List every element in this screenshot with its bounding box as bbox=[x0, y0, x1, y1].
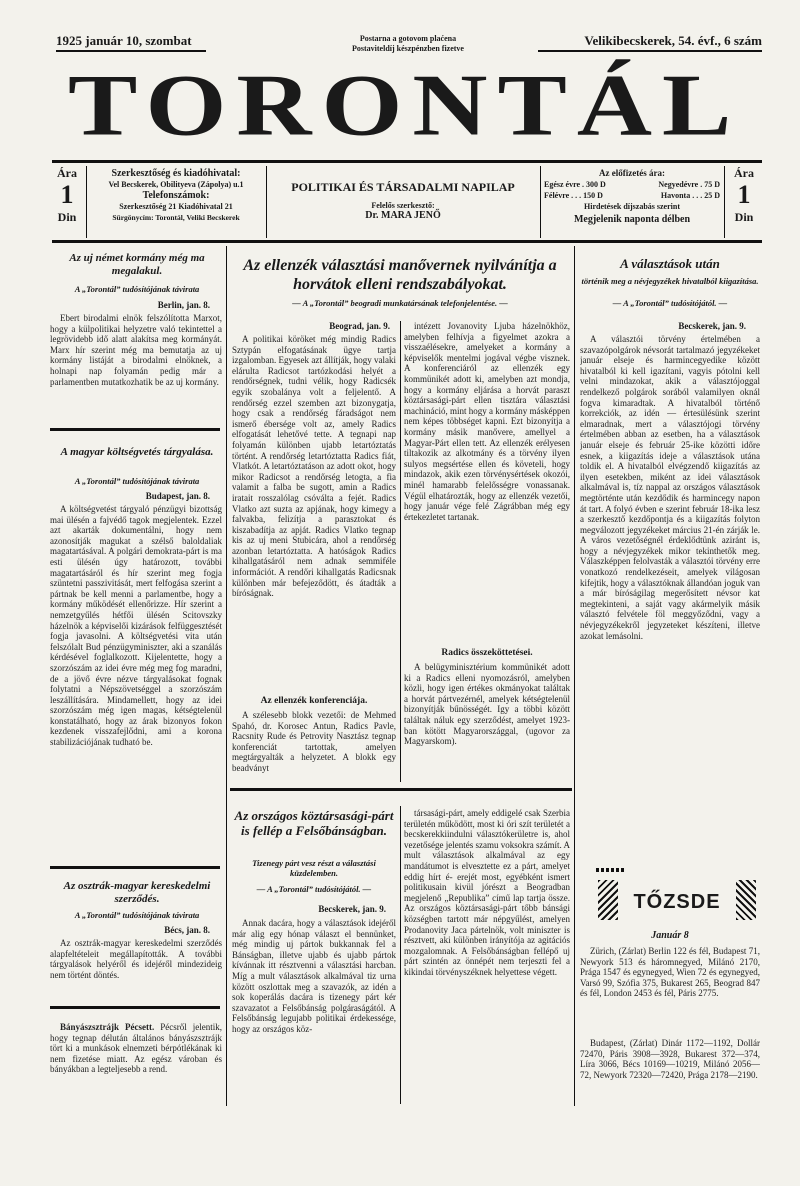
article-dateline: Berlin, jan. 8. bbox=[157, 300, 210, 310]
column-divider bbox=[226, 246, 227, 1106]
article-text: A költségvetést tárgyaló pénzügyi bizottság mai ülésén a fajvédő tagok megjelentek. Ezzel azt akarták dokumentálni, hogy nem azonosítják magukat a szélső baloldaliak magatartásával. A polgári demokrata-párt is ma esti ülésén úgy határozott, további magatartásáról és hír szerint meg fogja szüntetni passzivitását, mert felfogása szerint a pártnak be kell menni a parlamentbe, hogy a kormány működését ellenőrizze. Hír szerint a nemzetgyűlés hétfői ülésén Scitovszky házelnök a képviselői kizárások felfüggesztését fogja javasolni. A költségvetési vita után felszólalt Bud pénzügyminiszter, aki a szanálás kérdésével foglalkozott. Kijelentette, hogy a szorzószám az idei évre még meg fog maradni, de a jövő évre nézve tárgyalásokat fognak folytatni a Népszövetséggel a szorzószám leszállítására. Mindamellett, hogy az idei szorzószám még igen magas, kétségtelenül konstatálható, hogy az árak bizonyos fokon kezdenek visszafejlődni, ami a korona stabilizációjának tudható be. bbox=[50, 504, 222, 748]
ornament bbox=[598, 880, 618, 920]
price-label: Ára bbox=[734, 166, 754, 180]
subheading: Az ellenzék konferenciája. bbox=[260, 696, 368, 706]
article-dateline: Becskerek, jan. 9. bbox=[678, 321, 746, 331]
ads-note: Hirdetések díjszabás szerint bbox=[584, 202, 680, 211]
divider bbox=[86, 166, 87, 238]
sub-quarter: Negyedévre . 75 D bbox=[658, 180, 720, 189]
price-label: Ára bbox=[57, 166, 77, 180]
column-divider bbox=[400, 806, 401, 1104]
article-text: A szélesebb blokk vezetői: de Mehmed Spahó, dr. Korosec Antun, Radics Pavle, Racsnity Rude és Petrovity Nasztász tegnap konferenciát tartottak, amelyen megtárgyalták a helyzetet. A blokk egy beadványt bbox=[232, 710, 396, 773]
article-byline: A „Torontál” tudósítójának távirata bbox=[74, 910, 200, 920]
article-text: Pécsről jelentik, hogy tegnap délután általános bányászsztrájk tört ki a munkások elnemzeti bérpótlékának ki nem fizetése miatt. Az egész vároban és bányákban a legteljesebb a rend. bbox=[50, 1022, 222, 1075]
article-byline: — A „Torontál” tudósítójától. — bbox=[612, 298, 728, 308]
article-text: intézett Jovanovity Ljuba házelnökhöz, amelyben felhívja a figyelmet azokra a visszaélésekre, amelyeket a kormány a képviselők mentelmi jogával végbe visznek. A konferenciáról az ellenzék egy kommünikét adott ki, amelyben azt mondja, hogy a kormány eljárása a horvát paraszt köztársasági-párt ellen tisztára választási machináció, mint hogy a kormány másképpen nem képes többséget kapni. Ezt bizonyítja a kormány másik manővere, amellyel a Magyar-Párt ellen tett. Az ellenzék erélyesen tiltakozik az alkotmány és a törvény ilyen sulyos megsértése ellen és követeli, hogy mindazok, akik ezen törvénysértések okozói, minél hamarabb felelősségre vonassanak. Végül elhatározták, hogy az ellenzék vezetői, hogy január vége felé Zágrábban még egy értekezletet tartanak. bbox=[404, 321, 570, 522]
top-rule-right bbox=[538, 50, 762, 52]
masthead-bottom-rule bbox=[52, 240, 762, 243]
top-rule-left bbox=[56, 50, 206, 52]
article-text: A belügyminisztérium kommünikét adott ki a Radics elleni nyomozásról, amelyben közli, hogy igen értékes okmányokat találtak a horvát pártvezérnél, amelyek kétségtelenül bizonyítják bűnösségét. Igy a többi között találtak náluk egy szerződést, amelyet 1923-ban kötött Magyarországgal, (ugovor za Magyarskom). bbox=[404, 662, 570, 747]
article-text: Annak dacára, hogy a választások idejéről már alig egy hónap választ el bennünket, még mindig uj pártok bukkannak fel a Bánságban, illetve ujabb és ujabb pártok kívánnak itt résztvenni a választási harcban. Míg a mult választások alkalmával tiz urna között oszlottak meg a szavazók, az idén a sok koperálás dacára is tizenegy párt kér szavazatot a Felsőbánság polgáraságától. A Felsőbánság legujabb politikai érdekessége, hogy az országos köz- bbox=[232, 918, 396, 1034]
article-headline: Az osztrák-magyar kereskedelmi szerződés. bbox=[63, 880, 211, 905]
article-body bbox=[404, 321, 570, 643]
sub-month: Havonta . . . 25 D bbox=[660, 191, 720, 200]
article-dateline: Budapest, jan. 8. bbox=[145, 491, 210, 501]
price-unit: Din bbox=[734, 210, 754, 224]
article-text: A politikai köröket még mindig Radics Sztypán elfogatásának ügye tartja izgalomban. Egyesek azt állítják, hogy valaki elárulta Radicsot tartózkodási helyét a rendőrségnek, tudni vélik, hogy Radicsék egyik szobalánya volt a feljelentő. A rendőrség ezzel szemben azt bizonygatja, hogy csak a rendőrség fáradságot nem ismerő ébersége volt az, amely Radics elfogatását lehetővé tette. A tegnapi nap folyamán különben ujabb letartóztatás történt. A rendőrség letartóztatta Radics fiát, Vlatkót. A letartóztatáson az adott okot, hogy mikor Radicsot a rendőrség letogta, a fia valamit a falba be sugott, amin a Radics iratait rosszalólag csóválta a fejét. Radics Vlatko azt suzta az apjának, hogy kimegy a falvakba, felizítja a parasztokat és kiszabadítja az apját. Radics Vlatko tegnap kis az uj meni Stubicára, ahol a rendőrség azonban letartóztatta. A hatóságok Radics kihallgatásáról nem adnak semmiféle információt. A rendőri kihallgatás Radicsnak különben már befejeződött, és átadták a bíróságnak. bbox=[232, 334, 396, 599]
article-headline: A választások után bbox=[620, 256, 720, 271]
article-body bbox=[232, 710, 396, 782]
article-byline: A „Torontál” tudósítójának távirata bbox=[74, 476, 200, 486]
column-divider bbox=[574, 246, 575, 1106]
telegram-address: Sürgönycím: Torontál, Veliki Becskerek bbox=[112, 213, 240, 222]
price-box-right bbox=[728, 166, 760, 224]
phone-numbers: Szerkesztőség 21 Kiadóhivatal 21 bbox=[119, 202, 233, 211]
article-kicker: Tizenegy párt vesz részt a választási küzdelemben. bbox=[252, 858, 376, 878]
article-separator bbox=[50, 866, 220, 869]
tozsde-title: TŐZSDE bbox=[633, 891, 721, 913]
article-byline: — A „Torontál” tudósítójától. — bbox=[256, 884, 372, 894]
article-body bbox=[232, 918, 396, 1104]
article-body bbox=[404, 662, 570, 782]
article-separator bbox=[230, 788, 572, 791]
article-text: társasági-párt, amely eddigelé csak Szerbia területén működött, most ki óri szít területét a becskerekkiindulni választókerületre is, ahol vezetősége jelentés szamu voksokra számít. A mult választások alkalmával az egy mandátumot is elvesztette ez a párt, amelyet eddig hírt é- erejét most, egyébként ismert politikusain kivül jórészt a Beogradban megjelenő „Republika” című lap tartja össze. Az országos köztársasági-párt tőbb bánsági községben tartott már népgyűlést, amelyen Prodanovity Jaca pártelnök, volt miniszter is résztvett, aki különben irányítója az agitációs mozgalomnak. A Felsőbánságban fellépő uj párt szintén az önnépét nem terjeszti fel a kikindai törvényszéknek helyettese végett. bbox=[404, 808, 570, 977]
subtitle-box bbox=[270, 180, 536, 221]
article-body bbox=[232, 334, 396, 694]
article-body bbox=[50, 313, 222, 421]
stock-quotes-zurich: Zürich, (Zárlat) Berlin 122 és fél, Budapest 71, Newyork 513 és háromnegyed, Milánó 2170, Prága 1547 és egynegyed, Wien 72 és egynegyed, Varsó 99, Szófia 375, Bukarest 265, Beograd 847 és fél, London 2453 és fél, Páris 2775. bbox=[580, 946, 760, 999]
article-body bbox=[50, 1022, 222, 1104]
editorial-address: Vel Becskerek, Obilityeva (Zápolya) u.1 bbox=[108, 180, 244, 189]
divider bbox=[724, 166, 725, 238]
phones-title: Telefonszámok: bbox=[142, 190, 210, 201]
tozsde-date: Január 8 bbox=[651, 930, 689, 941]
article-body bbox=[404, 808, 570, 1104]
editorial-title: Szerkesztőség és kiadóhivatal: bbox=[111, 168, 241, 179]
article-byline: A „Torontál” tudósítójának távirata bbox=[74, 284, 200, 294]
editor-name: Dr. MARA JENŐ bbox=[365, 210, 441, 221]
divider bbox=[266, 166, 267, 238]
ornament bbox=[736, 880, 756, 920]
issue-date: 1925 január 10, szombat bbox=[56, 33, 192, 48]
divider bbox=[540, 166, 541, 238]
article-text: A választói törvény értelmében a szavazópolgárok névsorát tartalmazó jegyzékeket január elseje és harmincegyedike között hivatalból ki kell igazítani, vagyis pótolni kell velni mindazokat, akik a választójoggal rendelkező polgárok sorából valamilyen oknál fogva kimaradtak. A hivatalból történő korrekciók, az idén — értesülésünk szerint elmaradnak, mert a választójogi törvény értelmében abban az esetben, ha a választások január elseje és február 25-ike közötti időre esnek, a kiigazítás ideje a választások utána toldik el. A hivatalból elvégzendő kiigazítás az ilyen esetekben, miként az idei választások alkalmával is, tíz nappal az országos választások megtörténte után kezdődik és harmincegy napon át tart. A folyó évben e szerint február 18-ika lesz a szerkesztő kezdőpontja és a kiigazítás folyton megválozott jegyzékeket március 21-én zárják le. A város vezetőségnél érdeklődtünk aziránt is, hogy a névjegyzékek mikor tekinthetők meg. Válaszképpen felolvasták a választói törvény erre vonatkozó rendelkezéseit, amelyek világosan kifejtik, hogy a választóknak állandóan joguk van a már bíróságilag megerősített névsor kat megtekinteni, a saját vagy akármelyik másik választó felvétele föl meggyőződni, vagy a névjegyzékekről jegyzeteket készíteni, illetve azokat lemásolni. bbox=[580, 334, 760, 641]
subscription-title: Az előfizetés ára: bbox=[599, 168, 665, 178]
stock-quotes bbox=[580, 946, 760, 1034]
article-dateline: Becskerek, jan. 9. bbox=[318, 904, 386, 914]
appears-note: Megjelenik naponta délben bbox=[573, 214, 691, 225]
sub-year: Egész évre . 300 D bbox=[544, 180, 606, 189]
article-headline: A magyar költségvetés tárgyalása. bbox=[60, 446, 214, 458]
article-separator bbox=[50, 1006, 220, 1009]
stock-exchange-title bbox=[596, 890, 758, 914]
article-headline: Az uj német kormány még ma megalakul. bbox=[69, 252, 205, 277]
article-dateline: Beograd, jan. 9. bbox=[329, 321, 390, 331]
article-separator bbox=[50, 428, 220, 431]
paper-subtitle: POLITIKAI ÉS TÁRSADALMI NAPILAP bbox=[291, 180, 515, 194]
column-divider bbox=[400, 321, 401, 782]
article-body bbox=[580, 334, 760, 858]
postal-line-2: Postaviteldíj készpénzben fizetve bbox=[352, 44, 464, 53]
newspaper-title: TORONTÁL bbox=[68, 56, 742, 155]
editorial-office-box bbox=[90, 168, 262, 223]
main-headline: Az ellenzék választási manővernek nyilvánítja a horvátok elleni rendszabályokat. bbox=[243, 257, 557, 293]
masthead-rule bbox=[52, 160, 762, 163]
postal-note bbox=[308, 34, 508, 54]
editor-label: Felelős szerkesztő: bbox=[371, 201, 435, 210]
postal-line-1: Postarna a gotovom plaćena bbox=[359, 34, 457, 43]
price-value: 1 bbox=[60, 180, 74, 209]
subscription-box bbox=[544, 168, 720, 225]
stock-quotes bbox=[580, 1038, 760, 1104]
article-body bbox=[50, 938, 222, 1000]
stock-quotes-budapest: Budapest, (Zárlat) Dinár 1172—1192, Dollár 72470, Páris 3908—3928, Bukarest 372—374, Líra 3066, Bécs 10169—10219, Milánó 2056—72, Newyork 72320—72420, Prága 2178—2190. bbox=[580, 1038, 760, 1080]
edition-info: Velikibecskerek, 54. évf., 6 szám bbox=[584, 33, 762, 48]
price-unit: Din bbox=[57, 210, 77, 224]
price-value: 1 bbox=[737, 180, 751, 209]
subheading: Radics összeköttetései. bbox=[441, 648, 533, 658]
ornament bbox=[596, 868, 626, 872]
article-headline: Az országos köztársasági-párt is fellép a Felsőbánságban. bbox=[234, 808, 394, 838]
article-text: Az osztrák-magyar kereskedelmi szerződés alapfeltételeit megállapították. A további tárgyalások helyéről és idejéről mindezideig nem történt döntés. bbox=[50, 938, 222, 980]
price-box-left bbox=[52, 166, 82, 224]
sub-half: Félévre . . . 150 D bbox=[544, 191, 603, 200]
article-text: Ebert birodalmi elnök felszólította Marxot, hogy a külpolitikai helyzetre való tekintettel a legrövidebb idő alatt alakítsa meg kormányát. Marx hír szerint még ma bemutatja az uj kormány listáját a birodalmi elnöknek, a holnapi nap folyamán pedig már a parlamentben mutatkozhatik be az uj kormány. bbox=[50, 313, 222, 387]
article-kicker: történik meg a névjegyzékek hivatalból kiigazítása. bbox=[581, 276, 759, 286]
article-dateline: Bécs, jan. 8. bbox=[164, 925, 210, 935]
article-body bbox=[50, 504, 222, 862]
article-byline: — A „Torontál” beogradi munkatársának telefonjelentése. — bbox=[292, 298, 508, 308]
article-headline-inline: Bányászsztrájk Pécsett. bbox=[60, 1022, 155, 1032]
